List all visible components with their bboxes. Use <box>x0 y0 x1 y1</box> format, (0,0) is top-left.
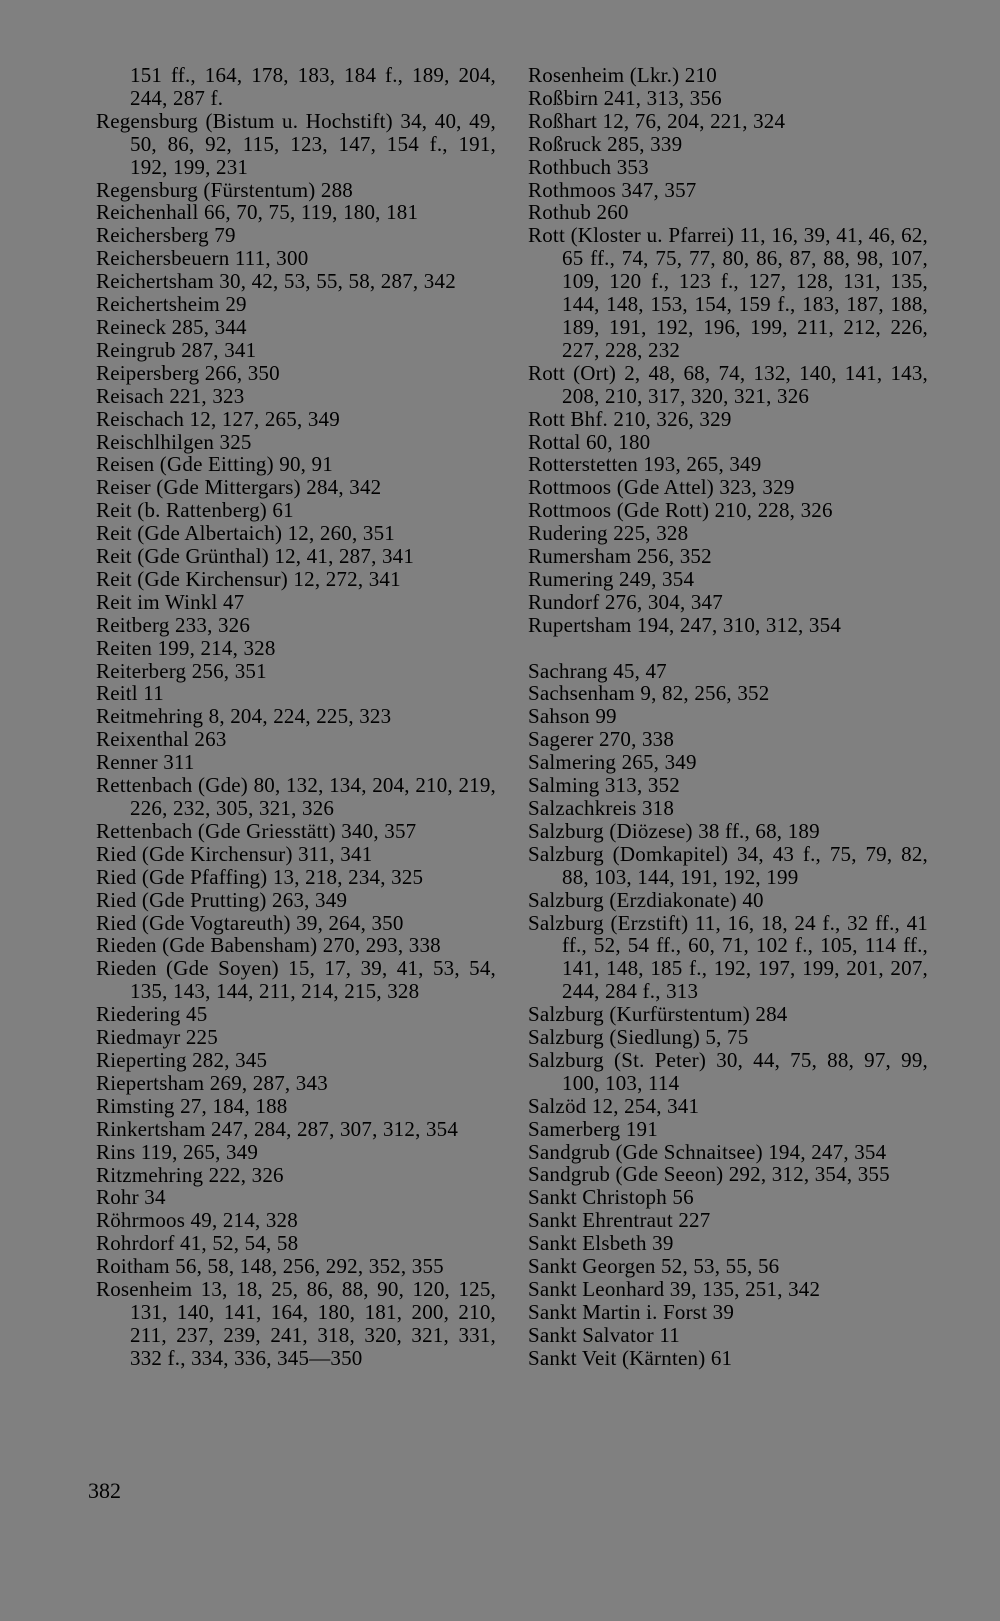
index-entry: Reichenhall 66, 70, 75, 119, 180, 181 <box>96 200 419 225</box>
index-entry: Salzburg (St. Peter) 30, 44, 75, 88, 97, 99, 100, 103, 114 <box>528 1047 928 1095</box>
index-entry: Sankt Salvator 11 <box>528 1322 680 1347</box>
index-entry: Rottmoos (Gde Attel) 323, 329 <box>528 475 795 500</box>
index-entry: Riepertsham 269, 287, 343 <box>96 1070 328 1095</box>
index-entry: Ried (Gde Prutting) 263, 349 <box>96 887 348 912</box>
index-entry: Sankt Leonhard 39, 135, 251, 342 <box>528 1277 821 1302</box>
page-number: 382 <box>88 1478 121 1503</box>
index-entry: Rupertsham 194, 247, 310, 312, 354 <box>528 612 842 637</box>
index-entry: Sankt Elsbeth 39 <box>528 1231 674 1256</box>
index-entry: Reisach 221, 323 <box>96 383 245 408</box>
index-entry: Reisen (Gde Eitting) 90, 91 <box>96 452 333 477</box>
index-entry: 151 ff., 164, 178, 183, 184 f., 189, 204, 244, 287 f. <box>130 63 496 110</box>
index-entry: Salzachkreis 318 <box>528 795 675 820</box>
index-entry: Rotterstetten 193, 265, 349 <box>528 452 762 477</box>
index-entry: Sankt Veit (Kärnten) 61 <box>528 1345 733 1370</box>
index-entry: Rettenbach (Gde) 80, 132, 134, 204, 210, 219, 226, 232, 305, 321, 326 <box>96 773 496 820</box>
index-entry: Rins 119, 265, 349 <box>96 1139 259 1164</box>
index-entry: Sankt Christoph 56 <box>528 1185 694 1210</box>
index-entry: Rosenheim (Lkr.) 210 <box>528 63 717 87</box>
index-entry: Rosenheim 13, 18, 25, 86, 88, 90, 120, 125, 131, 140, 141, 164, 180, 181, 200, 210, 211, 237, 239, 241, 318, 320, 321, 331, 332 f., 334, 336, 345—350 <box>96 1277 496 1370</box>
index-entry: Rieden (Gde Babensham) 270, 293, 338 <box>96 933 441 958</box>
index-entry: Rott (Ort) 2, 48, 68, 74, 132, 140, 141, 143, 208, 210, 317, 320, 321, 326 <box>528 360 928 408</box>
index-entry: Reiser (Gde Mittergars) 284, 342 <box>96 475 382 500</box>
index-entry: Rumersham 256, 352 <box>528 544 712 569</box>
index-entry: Reineck 285, 344 <box>96 314 247 339</box>
index-entry: Sankt Martin i. Forst 39 <box>528 1299 735 1324</box>
index-entry: Rieperting 282, 345 <box>96 1047 268 1072</box>
index-entry: Salzburg (Erzdiakonate) 40 <box>528 887 764 912</box>
index-entry: Salzburg (Erzstift) 11, 16, 18, 24 f., 32 ff., 41 ff., 52, 54 ff., 60, 71, 102 f., 105, 114 ff., 141, 148, 185 f., 192, 197, 199, 201, 207, 244, 284 f., 313 <box>528 910 928 1004</box>
index-entry: Salzburg (Siedlung) 5, 75 <box>528 1025 749 1050</box>
index-entry: Rundorf 276, 304, 347 <box>528 589 723 614</box>
index-entry: Reitl 11 <box>96 681 164 706</box>
index-entry: Ried (Gde Vogtareuth) 39, 264, 350 <box>96 910 404 935</box>
index-entry: Ried (Gde Pfaffing) 13, 218, 234, 325 <box>96 864 424 889</box>
index-entry: Salzburg (Domkapitel) 34, 43 f., 75, 79, 82, 88, 103, 144, 191, 192, 199 <box>528 841 928 889</box>
index-entry: Regensburg (Bistum u. Hochstift) 34, 40, 49, 50, 86, 92, 115, 123, 147, 154 f., 191, 192, 199, 231 <box>96 108 496 179</box>
index-entry: Reipersberg 266, 350 <box>96 360 280 385</box>
index-entry: Rimsting 27, 184, 188 <box>96 1093 288 1118</box>
index-entry: Roßbirn 241, 313, 356 <box>528 85 722 110</box>
index-entry: Reitmehring 8, 204, 224, 225, 323 <box>96 704 392 729</box>
index-entry: Reit (b. Rattenberg) 61 <box>96 498 294 523</box>
index-column-left <box>96 64 496 1370</box>
index-entry: Rottmoos (Gde Rott) 210, 228, 326 <box>528 498 833 523</box>
index-entry: Reingrub 287, 341 <box>96 337 257 362</box>
index-entry: Rudering 225, 328 <box>528 521 689 546</box>
index-entry: Salzburg (Diözese) 38 ff., 68, 189 <box>528 818 820 843</box>
index-entry: Reit (Gde Grünthal) 12, 41, 287, 341 <box>96 544 415 569</box>
index-entry: Regensburg (Fürstentum) 288 <box>96 177 353 202</box>
index-entry: Reitberg 233, 326 <box>96 612 251 637</box>
index-gap <box>528 637 928 660</box>
index-entry: Reiterberg 256, 351 <box>96 658 267 683</box>
index-entry: Ritzmehring 222, 326 <box>96 1162 284 1187</box>
index-column-right <box>528 64 928 1370</box>
index-entry: Rothub 260 <box>528 200 629 225</box>
index-entry: Sankt Georgen 52, 53, 55, 56 <box>528 1254 780 1279</box>
index-entry: Rothmoos 347, 357 <box>528 177 697 202</box>
index-entry: Roitham 56, 58, 148, 256, 292, 352, 355 <box>96 1254 444 1279</box>
index-entry: Reit (Gde Albertaich) 12, 260, 351 <box>96 521 395 546</box>
index-entry: Sankt Ehrentraut 227 <box>528 1208 711 1233</box>
index-entry: Rott Bhf. 210, 326, 329 <box>528 406 732 431</box>
index-entry: Reischlhilgen 325 <box>96 429 252 454</box>
index-entry: Rothbuch 353 <box>528 154 649 179</box>
index-entry: Reit im Winkl 47 <box>96 589 245 614</box>
index-entry: Reixenthal 263 <box>96 727 227 752</box>
index-entry: Reichertsheim 29 <box>96 292 247 317</box>
index-entry: Sagerer 270, 338 <box>528 727 675 752</box>
index-entry: Ried (Gde Kirchensur) 311, 341 <box>96 841 373 866</box>
index-entry: Roßruck 285, 339 <box>528 131 683 156</box>
index-entry: Rohrdorf 41, 52, 54, 58 <box>96 1231 299 1256</box>
index-entry: Sachrang 45, 47 <box>528 658 667 683</box>
index-entry: Rumering 249, 354 <box>528 566 695 591</box>
index-entry: Röhrmoos 49, 214, 328 <box>96 1208 298 1233</box>
index-entry: Rohr 34 <box>96 1185 166 1210</box>
index-entry: Samerberg 191 <box>528 1116 658 1141</box>
index-entry: Reichertsham 30, 42, 53, 55, 58, 287, 342 <box>96 269 456 294</box>
index-entry: Salzburg (Kurfürstentum) 284 <box>528 1002 788 1027</box>
index-entry: Reischach 12, 127, 265, 349 <box>96 406 340 431</box>
index-entry: Salming 313, 352 <box>528 773 680 798</box>
index-entry: Renner 311 <box>96 750 195 775</box>
index-entry: Sachsenham 9, 82, 256, 352 <box>528 681 770 706</box>
index-entry: Rinkertsham 247, 284, 287, 307, 312, 354 <box>96 1116 459 1141</box>
index-entry: Sandgrub (Gde Schnaitsee) 194, 247, 354 <box>528 1139 887 1164</box>
index-entry: Salmering 265, 349 <box>528 750 697 775</box>
index-entry: Reichersbeuern 111, 300 <box>96 246 309 271</box>
index-entry: Sandgrub (Gde Seeon) 292, 312, 354, 355 <box>528 1162 890 1187</box>
index-entry: Reichersberg 79 <box>96 223 236 248</box>
index-entry: Sahson 99 <box>528 704 617 729</box>
index-entry: Riedmayr 225 <box>96 1025 218 1050</box>
index-entry: Salzöd 12, 254, 341 <box>528 1093 700 1118</box>
index-entry: Rettenbach (Gde Griesstätt) 340, 357 <box>96 818 417 843</box>
index-entry: Rott (Kloster u. Pfarrei) 11, 16, 39, 41, 46, 62, 65 ff., 74, 75, 77, 80, 86, 87, 88, 98, 107, 109, 120 f., 123 f., 127, 128, 131, 135, 144, 148, 153, 154, 159 f., 183, 187, 188, 189, 191, 192, 196, 199, 211, 212, 226, 227, 228, 232 <box>528 223 928 362</box>
index-entry: Riedering 45 <box>96 1002 208 1027</box>
index-entry: Rottal 60, 180 <box>528 429 651 454</box>
index-entry: Rieden (Gde Soyen) 15, 17, 39, 41, 53, 54, 135, 143, 144, 211, 214, 215, 328 <box>96 956 496 1004</box>
index-entry: Reiten 199, 214, 328 <box>96 635 276 660</box>
index-entry: Roßhart 12, 76, 204, 221, 324 <box>528 108 786 133</box>
index-entry: Reit (Gde Kirchensur) 12, 272, 341 <box>96 566 401 591</box>
